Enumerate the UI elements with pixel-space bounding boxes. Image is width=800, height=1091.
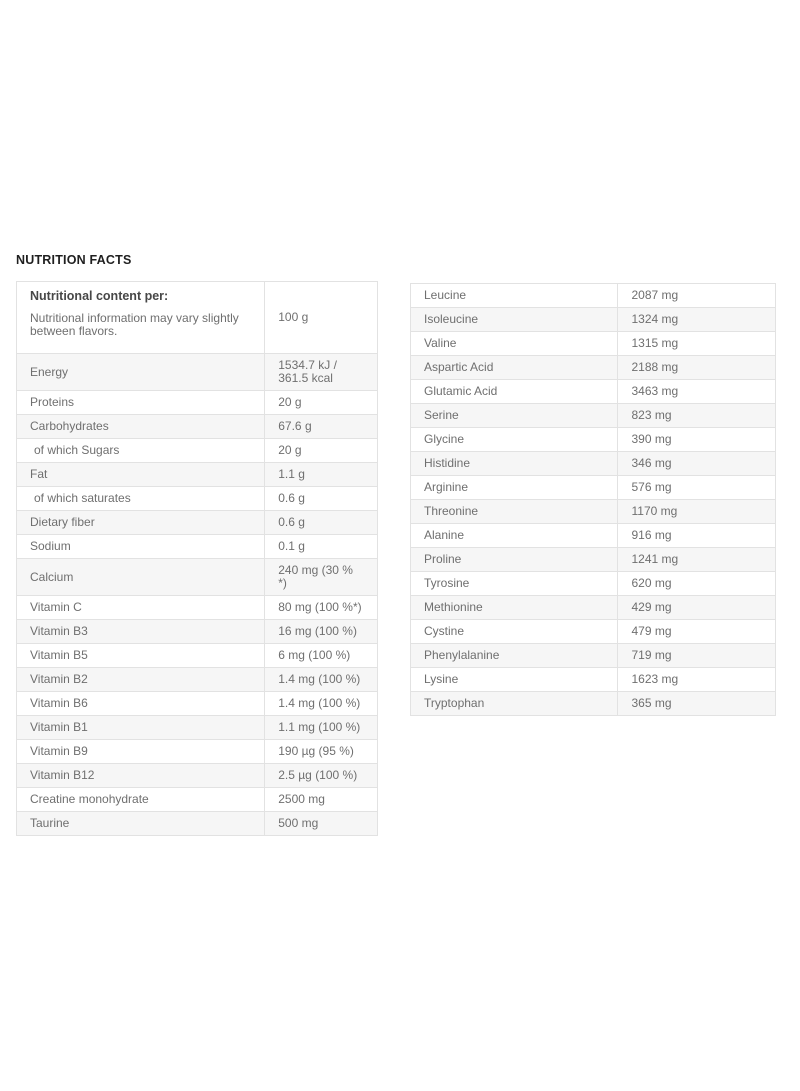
- nutrition-header-row: [17, 282, 378, 354]
- row-label: of which saturates: [17, 487, 265, 511]
- row-value: 2087 mg: [618, 284, 776, 308]
- row-value: 1623 mg: [618, 668, 776, 692]
- row-label: Histidine: [411, 452, 618, 476]
- table-row: [17, 644, 378, 668]
- nutrition-header-title: Nutritional content per:: [30, 289, 169, 303]
- row-label: Lysine: [411, 668, 618, 692]
- row-value: 0.6 g: [265, 511, 378, 535]
- table-row: [17, 415, 378, 439]
- nutrition-header-value: 100 g: [265, 282, 378, 354]
- row-value: 1315 mg: [618, 332, 776, 356]
- row-value: 500 mg: [265, 812, 378, 836]
- table-row: [411, 524, 776, 548]
- table-row: [17, 740, 378, 764]
- table-row: [17, 788, 378, 812]
- row-value: 6 mg (100 %): [265, 644, 378, 668]
- amino-acids-table: [410, 283, 776, 716]
- amino-acids-table-body: [411, 284, 776, 716]
- row-value: 346 mg: [618, 452, 776, 476]
- row-label: Threonine: [411, 500, 618, 524]
- row-label: Vitamin B9: [17, 740, 265, 764]
- row-label: Methionine: [411, 596, 618, 620]
- row-label: Vitamin B3: [17, 620, 265, 644]
- row-label: Proline: [411, 548, 618, 572]
- row-label: Cystine: [411, 620, 618, 644]
- table-row: [411, 596, 776, 620]
- row-value: 429 mg: [618, 596, 776, 620]
- row-label: Glycine: [411, 428, 618, 452]
- table-row: [17, 511, 378, 535]
- table-row: [411, 572, 776, 596]
- row-value: 190 µg (95 %): [265, 740, 378, 764]
- row-value: 240 mg (30 % *): [265, 559, 378, 596]
- nutrition-facts-section: [16, 253, 784, 836]
- table-row: [17, 620, 378, 644]
- row-value: 80 mg (100 %*): [265, 596, 378, 620]
- row-value: 365 mg: [618, 692, 776, 716]
- section-heading: NUTRITION FACTS: [16, 253, 132, 267]
- row-label: Carbohydrates: [17, 415, 265, 439]
- row-value: 2188 mg: [618, 356, 776, 380]
- row-value: 0.6 g: [265, 487, 378, 511]
- nutrition-table: [16, 281, 378, 836]
- row-label: Valine: [411, 332, 618, 356]
- table-row: [17, 764, 378, 788]
- table-row: [411, 332, 776, 356]
- table-row: [17, 487, 378, 511]
- row-label: Phenylalanine: [411, 644, 618, 668]
- row-value: 0.1 g: [265, 535, 378, 559]
- row-label: Alanine: [411, 524, 618, 548]
- row-value: 16 mg (100 %): [265, 620, 378, 644]
- row-label: Vitamin B2: [17, 668, 265, 692]
- row-label: Vitamin B1: [17, 716, 265, 740]
- row-value: 1534.7 kJ / 361.5 kcal: [265, 354, 378, 391]
- table-row: [17, 354, 378, 391]
- row-label: Dietary fiber: [17, 511, 265, 535]
- row-label: Taurine: [17, 812, 265, 836]
- table-row: [411, 644, 776, 668]
- table-row: [17, 439, 378, 463]
- row-value: 1170 mg: [618, 500, 776, 524]
- row-label: Leucine: [411, 284, 618, 308]
- row-label: Serine: [411, 404, 618, 428]
- table-row: [17, 668, 378, 692]
- row-label: Vitamin B5: [17, 644, 265, 668]
- table-row: [411, 356, 776, 380]
- row-label: Vitamin B6: [17, 692, 265, 716]
- row-label: Tryptophan: [411, 692, 618, 716]
- table-row: [411, 692, 776, 716]
- table-row: [411, 476, 776, 500]
- row-label: Calcium: [17, 559, 265, 596]
- table-row: [411, 452, 776, 476]
- table-row: [17, 812, 378, 836]
- row-label: Tyrosine: [411, 572, 618, 596]
- row-label: Arginine: [411, 476, 618, 500]
- row-value: 916 mg: [618, 524, 776, 548]
- row-value: 823 mg: [618, 404, 776, 428]
- row-value: 719 mg: [618, 644, 776, 668]
- row-value: 390 mg: [618, 428, 776, 452]
- table-row: [17, 391, 378, 415]
- table-row: [411, 284, 776, 308]
- nutrition-header-note: Nutritional information may vary slightly between flavors.: [30, 311, 239, 338]
- table-row: [17, 535, 378, 559]
- row-value: 1.4 mg (100 %): [265, 668, 378, 692]
- row-value: 20 g: [265, 391, 378, 415]
- table-row: [17, 692, 378, 716]
- row-value: 1.1 mg (100 %): [265, 716, 378, 740]
- row-label: Isoleucine: [411, 308, 618, 332]
- row-label: Vitamin C: [17, 596, 265, 620]
- row-value: 479 mg: [618, 620, 776, 644]
- row-value: 67.6 g: [265, 415, 378, 439]
- row-label: Vitamin B12: [17, 764, 265, 788]
- row-label: Proteins: [17, 391, 265, 415]
- nutrition-table-body: [17, 282, 378, 836]
- row-label: Creatine monohydrate: [17, 788, 265, 812]
- row-label: Energy: [17, 354, 265, 391]
- row-label: Sodium: [17, 535, 265, 559]
- table-row: [17, 463, 378, 487]
- row-value: 1.4 mg (100 %): [265, 692, 378, 716]
- table-row: [411, 404, 776, 428]
- table-row: [411, 548, 776, 572]
- table-row: [17, 559, 378, 596]
- nutrition-header-cell: [17, 282, 265, 354]
- row-value: 576 mg: [618, 476, 776, 500]
- row-value: 620 mg: [618, 572, 776, 596]
- table-row: [411, 380, 776, 404]
- row-value: 3463 mg: [618, 380, 776, 404]
- row-label: Fat: [17, 463, 265, 487]
- table-row: [411, 500, 776, 524]
- row-value: 1241 mg: [618, 548, 776, 572]
- table-row: [411, 620, 776, 644]
- table-row: [411, 428, 776, 452]
- row-label: Glutamic Acid: [411, 380, 618, 404]
- row-value: 20 g: [265, 439, 378, 463]
- row-value: 2.5 µg (100 %): [265, 764, 378, 788]
- row-label: Aspartic Acid: [411, 356, 618, 380]
- tables-container: [16, 281, 784, 836]
- table-row: [17, 596, 378, 620]
- table-row: [411, 668, 776, 692]
- row-value: 2500 mg: [265, 788, 378, 812]
- row-value: 1324 mg: [618, 308, 776, 332]
- row-label: of which Sugars: [17, 439, 265, 463]
- table-row: [17, 716, 378, 740]
- row-value: 1.1 g: [265, 463, 378, 487]
- table-row: [411, 308, 776, 332]
